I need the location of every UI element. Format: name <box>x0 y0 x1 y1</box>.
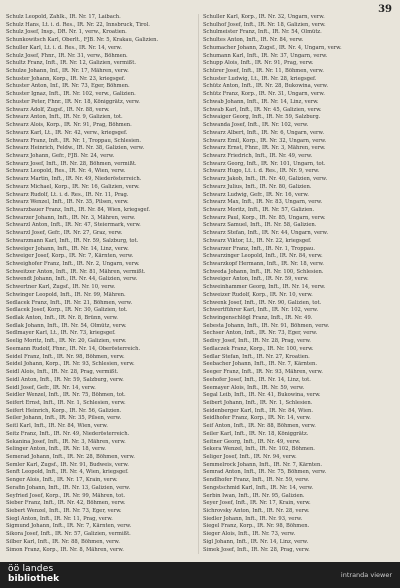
register-entry: Sedlacek Josef, Korp., IR. Nr. 30, Galizien, tot. <box>6 307 128 314</box>
register-entry: Schwarz Heinrich, Feldw., IR. Nr. 38, Galizien, verw. <box>6 145 145 152</box>
register-entry: Schwarz Martin, Inft., IR. Nr. 49, Niederösterreich. <box>6 176 142 183</box>
register-entry: Schupp Alois, Inft., IR. Nr. 91, Prag, verw. <box>203 60 314 67</box>
register-entry: Schulze Johann, Inf., IR. Nr. 17, Mähren, verw. <box>6 68 129 75</box>
right-column <box>203 14 393 554</box>
register-entry: Seliger Josef, Inft., IR. Nr. 94, verw. <box>203 453 297 460</box>
register-entry: Schwarz Adolf, Zugsf., IR. Nr. 88, verw. <box>6 106 110 113</box>
register-entry: Schulmeister Franz, Inft., IR. Nr. 54, Olmütz. <box>203 29 322 36</box>
register-entry: Schuster Peter, Fhnr., IR. Nr. 18, Königgrätz, verw. <box>6 98 140 105</box>
register-entry: Schwarz Max, Inft., IR. Nr. 83, Ungarn, verw. <box>203 199 323 206</box>
register-entry: Sedlak Johann, Inft., IR. Nr. 54, Olmütz, verw. <box>6 322 127 329</box>
register-entry: Schwanda Josef, Inft., IR. Nr. 102, verw. <box>203 122 309 129</box>
register-entry: Schwarz Karl, Lt., IR. Nr. 42, verw., kriegsgef. <box>6 129 128 136</box>
register-entry: Sedlacek Franz, Inft., IR. Nr. 21, Böhmen, verw. <box>6 299 133 306</box>
register-entry: Schwarzer Franz, Inft., IR. Nr. 1, Troppau. <box>203 245 316 252</box>
register-entry: Seemann Rudolf, Fhnr., IR. Nr. 14, Oberösterreich. <box>6 345 141 352</box>
register-entry: Schulz Hans, Lt. i. d. Res., IR. Nr. 22, Innsbruck, Tirol. <box>6 21 150 28</box>
register-entry: Schulz Josef, Fhnr., IR. Nr. 31, verw., Böhmen. <box>6 52 128 59</box>
register-entry: Schwarz Jakob, Inft., IR. Nr. 40, Galizien, verw. <box>203 176 328 183</box>
register-entry: Silber Karl, Inft., IR. Nr. 88, Böhmen, verw. <box>6 538 120 545</box>
register-entry: Schwarz Ludwig, Gefr., IR. Nr. 16, verw. <box>203 191 309 198</box>
register-entry: Schwarz Albert, Inft., IR. Nr. 6, Ungarn, verw. <box>203 129 324 136</box>
register-entry: Seidl Alois, Inft., IR. Nr. 28, Prag, vermißt. <box>6 369 119 376</box>
register-entry: Seifert Ernst, Inft., IR. Nr. 1, Schlesien, verw. <box>6 399 126 406</box>
register-entry: Seibert Johann, Inft., IR. Nr. 1, Schlesien. <box>203 399 313 406</box>
register-entry: Schwarz Michael, Korp., IR. Nr. 16, Galizien, verw. <box>6 183 140 190</box>
register-entry: Selinger Anton, Inft., IR. Nr. 18, verw. <box>6 446 106 453</box>
register-entry: Seidel Franz, Inft., IR. Nr. 98, Böhmen, verw. <box>6 353 125 360</box>
register-entry: Schwarzmann Karl, Inft., IR. Nr. 59, Salzburg, tot. <box>6 237 139 244</box>
register-entry: Schwendt Johann, Inft., IR. Nr. 44, Galizien, verw. <box>6 276 138 283</box>
register-entry: Seitner Georg, Inft., IR. Nr. 49, verw. <box>203 438 301 445</box>
register-entry: Siedler Johann, Inft., IR. Nr. 93, verw. <box>203 515 303 522</box>
register-entry: Schwarz Julius, Inft., IR. Nr. 80, Galizien. <box>203 183 312 190</box>
register-entry: Seidenberger Karl, Inft., IR. Nr. 84, Wien. <box>203 407 314 414</box>
register-entry: Sikora Josef, Inft., IR. Nr. 57, Galizien, vermißt. <box>6 531 131 538</box>
register-entry: Schumacher Johann, Zugsf., IR. Nr. 4, Ungarn, verw. <box>203 44 342 51</box>
register-entry: Semler Karl, Zugsf., IR. Nr. 91, Budweis, verw. <box>6 461 129 468</box>
register-entry: Schweitzer Anton, Inft., IR. Nr. 81, Mähren, vermißt. <box>6 268 146 275</box>
register-entry: Schwarz Emil, Korp., IR. Nr. 32, Ungarn, verw. <box>203 137 327 144</box>
register-entry: Schweiger Anton, Inft., IR. Nr. 59, verw. <box>203 276 309 283</box>
register-entry: Schwingenschlögl Franz, Inft., IR. Nr. 49. <box>203 315 313 322</box>
register-entry: Schweiger Josef, Korp., IR. Nr. 7, Kärnten, verw. <box>6 253 134 260</box>
register-entry: Schweiger Johann, Inft., IR. Nr. 14, Linz, verw. <box>6 245 129 252</box>
register-entry: Seelig Moritz, Inft., IR. Nr. 20, Galizien, verw. <box>6 338 127 345</box>
register-entry: Schwarz Alois, Korp., IR. Nr. 91, Prag, Böhmen. <box>6 122 132 129</box>
register-entry: Simon Franz, Korp., IR. Nr. 8, Mähren, verw. <box>6 546 124 553</box>
column-divider <box>198 14 199 554</box>
register-entry: Seidler Wenzel, Inft., IR. Nr. 75, Böhmen, tot. <box>6 392 126 399</box>
register-entry: Schwarz Stefan, Inft., IR. Nr. 44, Ungarn, verw. <box>203 230 328 237</box>
register-entry: Schweda Johann, Inft., IR. Nr. 100, Schlesien. <box>203 268 324 275</box>
register-entry: Senger Alois, Inft., IR. Nr. 17, Krain, verw. <box>6 477 118 484</box>
register-entry: Schwarz Rudolf, Lt. i. d. Res., IR. Nr. 11, Prag. <box>6 191 129 198</box>
register-entry: Schwarz Anton, Inft., IR. Nr. 9, Galizien, tot. <box>6 114 123 121</box>
register-entry: Sichrovsky Anton, Inft., IR. Nr. 28, verw. <box>203 508 310 514</box>
register-entry: Schwarzl Josef, Gefr., IR. Nr. 27, Graz, verw. <box>6 230 123 237</box>
register-entry: Schulhof Josef, Inft., IR. Nr. 18, Galizien, verw. <box>203 21 326 28</box>
register-entry: Seifert Heinrich, Korp., IR. Nr. 56, Galizien. <box>6 407 122 414</box>
register-entry: Schulz Josef, Insp., DR. Nr. 1, verw., Kroatien. <box>6 29 127 36</box>
register-entry: Sigmund Johann, Inft., IR. Nr. 7, Kärnten, verw. <box>6 523 132 530</box>
register-entry: Schütz Anton, Inft., IR. Nr. 28, Bukowina, verw. <box>203 83 328 90</box>
register-entry: Seitz Franz, Inft., IR. Nr. 49, Niederösterreich. <box>6 430 130 437</box>
register-entry: Seehofer Josef, Inft., IR. Nr. 14, Linz, tot. <box>203 376 311 383</box>
register-entry: Sengstschmid Karl, Inft., IR. Nr. 14, verw. <box>203 484 314 491</box>
register-entry: Schultes Anton, Inft., IR. Nr. 84, verw. <box>203 37 304 44</box>
register-entry: Sekanina Josef, Inft., IR. Nr. 3, Mähren, verw. <box>6 438 126 445</box>
register-entry: Schulz Leopold, Zahlk., IR. Nr. 17, Laibach. <box>6 14 121 20</box>
library-logo[interactable] <box>8 564 59 584</box>
register-entry: Seeger Franz, Inft., IR. Nr. 93, Mähren, verw. <box>203 369 323 376</box>
register-entry: Semerad Johann, Inft., IR. Nr. 28, Böhmen, verw. <box>6 453 135 460</box>
register-entry: Schwarzbauer Franz, Inft., IR. Nr. 84, Wien, kriegsgef. <box>6 206 150 213</box>
viewer-credit[interactable]: intranda viewer <box>340 571 392 579</box>
register-entry: Schwarz Viktor, Lt., IR. Nr. 22, kriegsgef. <box>203 237 312 244</box>
register-entry: Seyfried Josef, Korp., IR. Nr. 99, Mähren, tot. <box>6 492 125 499</box>
register-entry: Sedlar Stefan, Inft., IR. Nr. 27, Kroatien. <box>203 353 310 360</box>
register-entry: Schwarzkopf Hermann, Inft., IR. Nr. 18, verw. <box>203 261 324 267</box>
register-entry: Seemayer Alois, Inft., IR. Nr. 59, verw. <box>203 384 305 391</box>
register-entry: Siebert Wenzel, Inft., IR. Nr. 73, Eger, verw. <box>6 508 122 514</box>
register-entry: Senft Leopold, Inft., IR. Nr. 4, Wien, kriegsgef. <box>6 469 129 476</box>
register-entry: Seidel Johann, Korp., IR. Nr. 93, Schlesien, verw. <box>6 361 135 368</box>
register-entry: Schweighofer Franz, Inft., IR. Nr. 2, Ungarn, verw. <box>6 261 140 267</box>
register-entry: Schuller Karl, Korp., IR. Nr. 32, Ungarn, verw. <box>203 14 325 20</box>
register-entry: Seidlhofer Franz, Korp., IR. Nr. 14, verw. <box>203 415 311 422</box>
register-entry: Schwarz Wenzel, Inft., IR. Nr. 35, Pilsen, verw. <box>6 199 129 206</box>
register-entry: Sedlak Anton, Inft., IR. Nr. 8, Brünn, verw. <box>6 315 118 322</box>
register-entry: Schwertner Karl, Zugsf., IR. Nr. 10, verw. <box>6 284 116 291</box>
register-entry: Seidl Josef, Gefr., IR. Nr. 14, verw. <box>6 384 96 391</box>
register-entry: Schwarz Georg, Inft., IR. Nr. 101, Ungarn, tot. <box>203 160 326 167</box>
register-entry: Schuster Johann, Korp., IR. Nr. 23, kriegsgef. <box>6 75 126 82</box>
logo-line-1: öö landes <box>8 564 54 574</box>
register-entry: Schwarzl Anton, Inft., IR. Nr. 47, Steiermark, verw. <box>6 222 141 229</box>
register-entry: Sechser Anton, Inft., IR. Nr. 73, Eger, verw. <box>203 330 318 337</box>
register-entry: Segal Leib, Inft., IR. Nr. 41, Bukowina, verw. <box>203 392 321 399</box>
register-entry: Seitl Karl, Inft., IR. Nr. 84, Wien, verw. <box>6 423 108 430</box>
register-entry: Seif Anton, Inft., IR. Nr. 88, Böhmen, verw. <box>203 423 316 430</box>
register-entry: Schürer Josef, Inft., IR. Nr. 11, Böhmen, verw. <box>203 68 324 75</box>
register-entry: Schwenk Josef, Inft., IR. Nr. 90, Galizien, tot. <box>203 299 322 306</box>
register-entry: Schwarz Josef, Inft., IR. Nr. 28, Böhmen, vermißt. <box>6 160 137 167</box>
register-entry: Seebacher Johann, Inft., IR. Nr. 7, Kärnten. <box>203 361 318 368</box>
register-entry: Schwarz Franz, Inft., IR. Nr. 1, Troppau, Schlesien. <box>6 137 142 144</box>
register-entry: Schwarz Ernst, Fhnr., IR. Nr. 3, Mähren, verw. <box>203 145 326 152</box>
register-entry: Seyer Josef, Inft., IR. Nr. 17, Krain, verw. <box>203 500 311 507</box>
register-entry: Siegl Anton, Inft., IR. Nr. 11, Prag, verw. <box>6 515 113 522</box>
register-entry: Semrad Anton, Inft., IR. Nr. 75, Böhmen, verw. <box>203 469 327 476</box>
register-entry: Serafin Johann, Inft., IR. Nr. 13, Galizien, verw. <box>6 484 131 491</box>
register-entry: Schwarzinger Leopold, Inft., IR. Nr. 84, verw. <box>203 253 323 260</box>
register-entry: Siegel Franz, Korp., IR. Nr. 98, Böhmen. <box>203 523 310 530</box>
register-entry: Schwarz Paul, Korp., IR. Nr. 85, Ungarn, verw. <box>203 214 326 221</box>
register-entry: Schwab Karl, Inft., IR. Nr. 45, Galizien, verw. <box>203 106 322 113</box>
register-entry: Schweizer Rudolf, Korp., IR. Nr. 10, verw. <box>203 291 313 298</box>
register-entry: Schwaiger Georg, Inft., IR. Nr. 59, Salzburg. <box>203 114 321 121</box>
register-entry: Sigl Johann, Inft., IR. Nr. 14, Linz, verw. <box>203 538 309 545</box>
register-entry: Schütz Franz, Korp., IR. Nr. 31, Ungarn, verw. <box>203 91 325 98</box>
register-entry: Sieger Alois, Inft., IR. Nr. 73, verw. <box>203 531 296 538</box>
register-entry: Seidl Anton, Inft., IR. Nr. 59, Salzburg, verw. <box>6 376 124 383</box>
register-entry: Schwinger Leopold, Inft., IR. Nr. 99, Mähren. <box>6 291 126 298</box>
register-entry: Schwarz Johann, Gefr., FJB. Nr. 24, verw. <box>6 152 115 159</box>
register-entry: Sebesta Johann, Inft., IR. Nr. 91, Böhmen, verw. <box>203 322 330 329</box>
register-entry: Semmelrock Johann, Inft., IR. Nr. 7, Kärnten. <box>203 461 322 468</box>
register-entry: Sedlmayer Karl, Lt., IR. Nr. 73, kriegsgef. <box>6 330 116 337</box>
register-entry: Schwarzer Johann, Inft., IR. Nr. 3, Mähren, verw. <box>6 214 136 221</box>
register-entry: Sendlhofer Franz, Inft., IR. Nr. 59, verw. <box>203 477 310 484</box>
register-entry: Schwarz Samuel, Inft., IR. Nr. 58, Galizien. <box>203 222 317 229</box>
register-entry: Simek Josef, Inft., IR. Nr. 28, Prag, verw. <box>203 546 310 553</box>
register-entry: Schwab Johann, Inft., IR. Nr. 14, Linz, verw. <box>203 98 319 105</box>
register-entry: Schultz Franz, Inft., IR. Nr. 12, Galizien, vermißt. <box>6 60 136 67</box>
register-entry: Sieber Franz, Inft., IR. Nr. 42, Böhmen, verw. <box>6 500 126 507</box>
register-entry: Sedivy Josef, Inft., IR. Nr. 28, Prag, verw. <box>203 338 311 345</box>
left-column <box>6 14 196 554</box>
register-entry: Schumann Karl, Inft., IR. Nr. 37, Ungarn, verw. <box>203 52 328 59</box>
register-entry: Schwertführer Karl, Inft., IR. Nr. 102, verw. <box>203 307 319 314</box>
logo-line-2: bibliothek <box>8 574 60 584</box>
register-entry: Schuster Anton, Inf., IR. Nr. 73, Eger, Böhmen. <box>6 83 130 90</box>
register-entry: Schwarz Friedrich, Inft., IR. Nr. 49, verw. <box>203 152 313 159</box>
register-entry: Sedlaczek Franz, Korp., IR. Nr. 100, verw. <box>203 345 314 352</box>
register-entry: Seiler Johann, Inft., IR. Nr. 35, Pilsen, verw. <box>6 415 122 422</box>
register-entry: Schwarz Leopold, Res., IR. Nr. 4, Wien, verw. <box>6 168 126 175</box>
page-number: 39 <box>378 4 392 15</box>
register-entry: Schwarz Hugo, Lt. i. d. Res., IR. Nr. 9, verw. <box>203 168 320 175</box>
register-entry: Schweinhammer Georg, Inft., IR. Nr. 14, verw. <box>203 284 326 291</box>
register-entry: Seiler Karl, Inft., IR. Nr. 18, Königgrätz. <box>203 430 309 437</box>
register-entry: Serbin Iwan, Inft., IR. Nr. 95, Galizien. <box>203 492 305 499</box>
register-entry: Schunkowitsch Karl, Oberlt., FJB. Nr. 5, Krakau, Galizien. <box>6 37 159 44</box>
register-entry: Schuller Karl, Lt. i. d. Res., IR. Nr. 14, verw. <box>6 44 122 51</box>
register-entry: Sekera Wenzel, Inft., IR. Nr. 102, Böhmen. <box>203 446 315 453</box>
register-entry: Schuster Ignaz, Inft., IR. Nr. 102, verw., Galizien. <box>6 91 136 98</box>
viewer-footer <box>0 562 400 588</box>
register-entry: Schwarz Moritz, Inft., IR. Nr. 57, Galizien. <box>203 206 315 213</box>
register-entry: Schuster Ludwig, Lt., IR. Nr. 28, kriegsgef. <box>203 75 317 82</box>
